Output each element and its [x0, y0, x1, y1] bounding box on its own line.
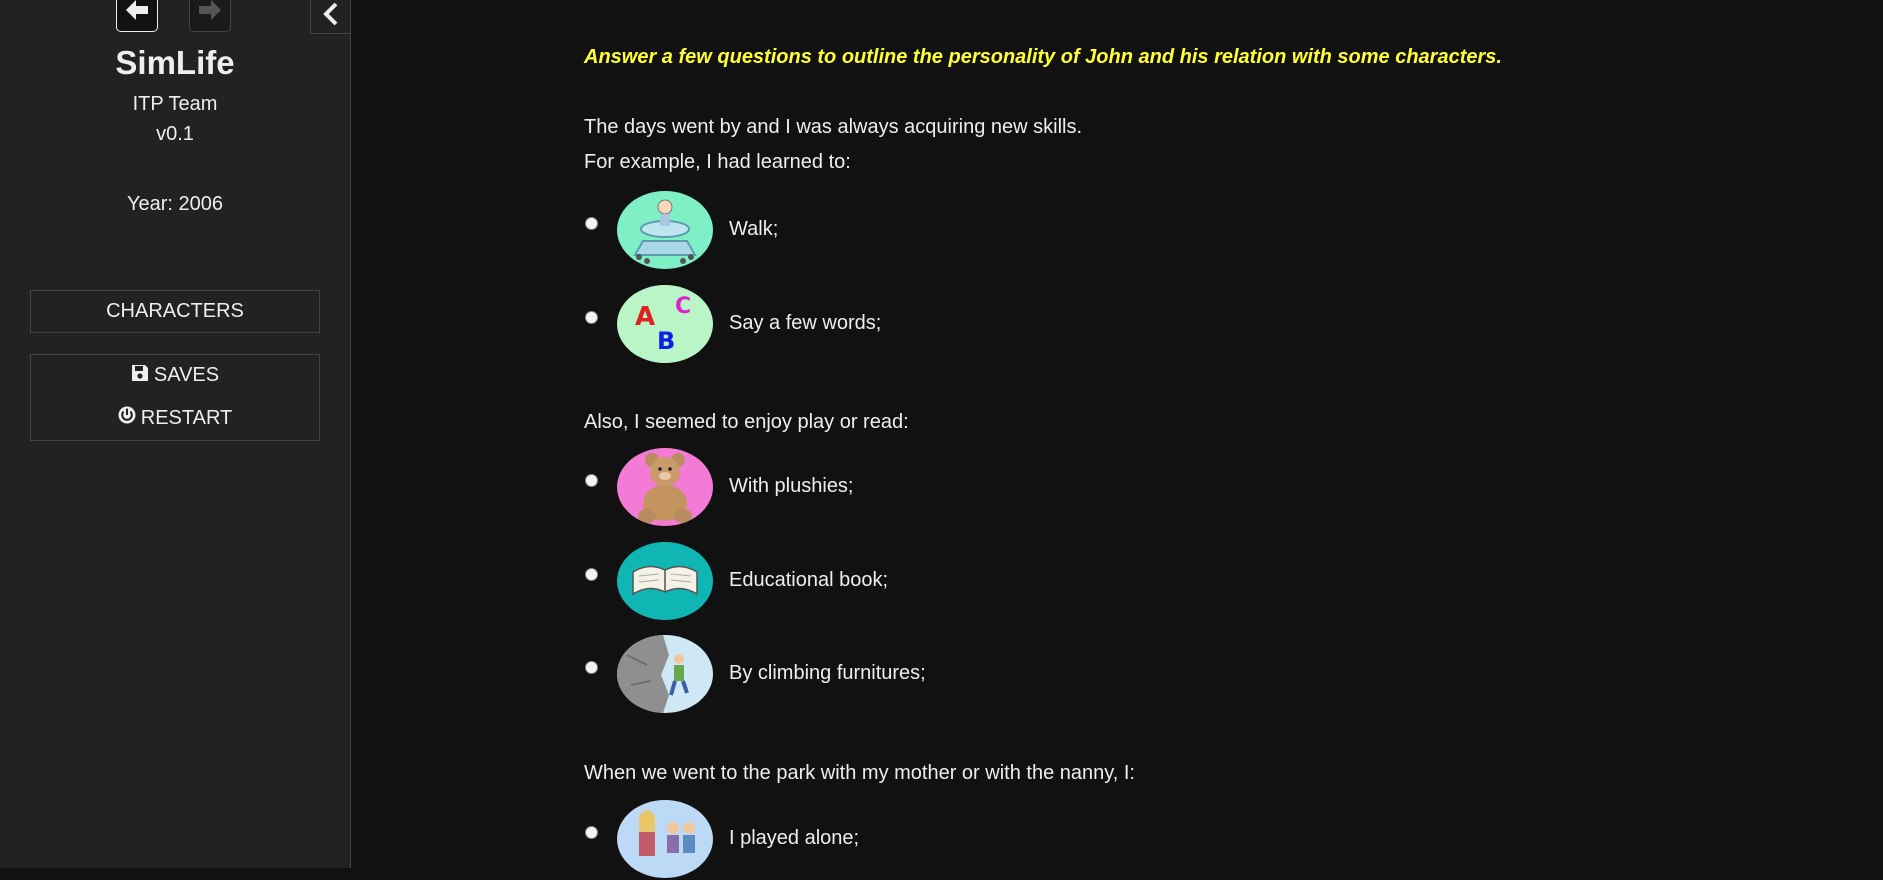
radio-educational-book[interactable] — [585, 568, 598, 581]
option-walk-label: Walk; — [729, 218, 779, 240]
restart-button-label: RESTART — [140, 406, 233, 429]
option-plushies[interactable] — [584, 448, 1284, 528]
power-icon — [118, 406, 136, 430]
story-author: ITP Team — [132, 93, 218, 115]
radio-plushies[interactable] — [585, 474, 598, 487]
option-played-alone[interactable] — [584, 800, 1284, 880]
baby-walker-icon — [617, 191, 713, 269]
option-played-alone-label: I played alone; — [729, 827, 860, 849]
option-plushies-label: With plushies; — [729, 475, 854, 497]
radio-climbing[interactable] — [585, 661, 598, 674]
floppy-disk-icon — [131, 364, 149, 388]
letter-c: C — [675, 294, 692, 319]
paragraph-park: When we went to the park with my mother or with the nanny, I: — [584, 762, 1135, 784]
sidebar-toggle-button[interactable] — [310, 0, 350, 34]
restart-button[interactable] — [30, 396, 320, 441]
history-forward-button[interactable] — [189, 0, 231, 32]
history-back-button[interactable] — [116, 0, 158, 32]
option-climbing[interactable] — [584, 635, 1284, 715]
abc-letters-icon — [617, 285, 713, 363]
saves-button[interactable] — [30, 354, 320, 397]
radio-walk[interactable] — [585, 217, 598, 230]
year-indicator: Year: 2006 — [126, 193, 223, 215]
story-version: v0.1 — [156, 123, 194, 145]
climber-icon — [617, 635, 713, 713]
characters-button[interactable] — [30, 290, 320, 333]
paragraph-skills-line2: For example, I had learned to: — [584, 151, 851, 173]
option-say-words[interactable] — [584, 285, 1284, 365]
option-climbing-label: By climbing furnitures; — [729, 662, 926, 684]
option-walk[interactable] — [584, 191, 1284, 271]
arrow-right-icon — [198, 0, 222, 26]
radio-played-alone[interactable] — [585, 826, 598, 839]
option-say-words-label: Say a few words; — [729, 312, 882, 334]
teddy-bear-icon — [617, 448, 713, 526]
open-book-icon — [617, 542, 713, 620]
letter-b: B — [657, 327, 676, 355]
option-educational-book[interactable] — [584, 542, 1284, 622]
radio-say-words[interactable] — [585, 311, 598, 324]
chevron-left-icon — [322, 2, 340, 31]
story-title: SimLife — [115, 44, 235, 81]
intro-instruction: Answer a few questions to outline the personality of John and his relation with some characters. — [584, 46, 1502, 68]
sidebar — [0, 0, 351, 868]
letter-a: A — [635, 302, 656, 332]
paragraph-activities: Also, I seemed to enjoy play or read: — [584, 411, 909, 433]
saves-button-label: SAVES — [153, 364, 220, 386]
option-educational-book-label: Educational book; — [729, 569, 889, 591]
paragraph-skills-line1: The days went by and I was always acquiring new skills. — [584, 116, 1083, 138]
characters-button-label: CHARACTERS — [106, 300, 244, 322]
arrow-left-icon — [125, 0, 149, 26]
children-group-icon — [617, 800, 713, 878]
